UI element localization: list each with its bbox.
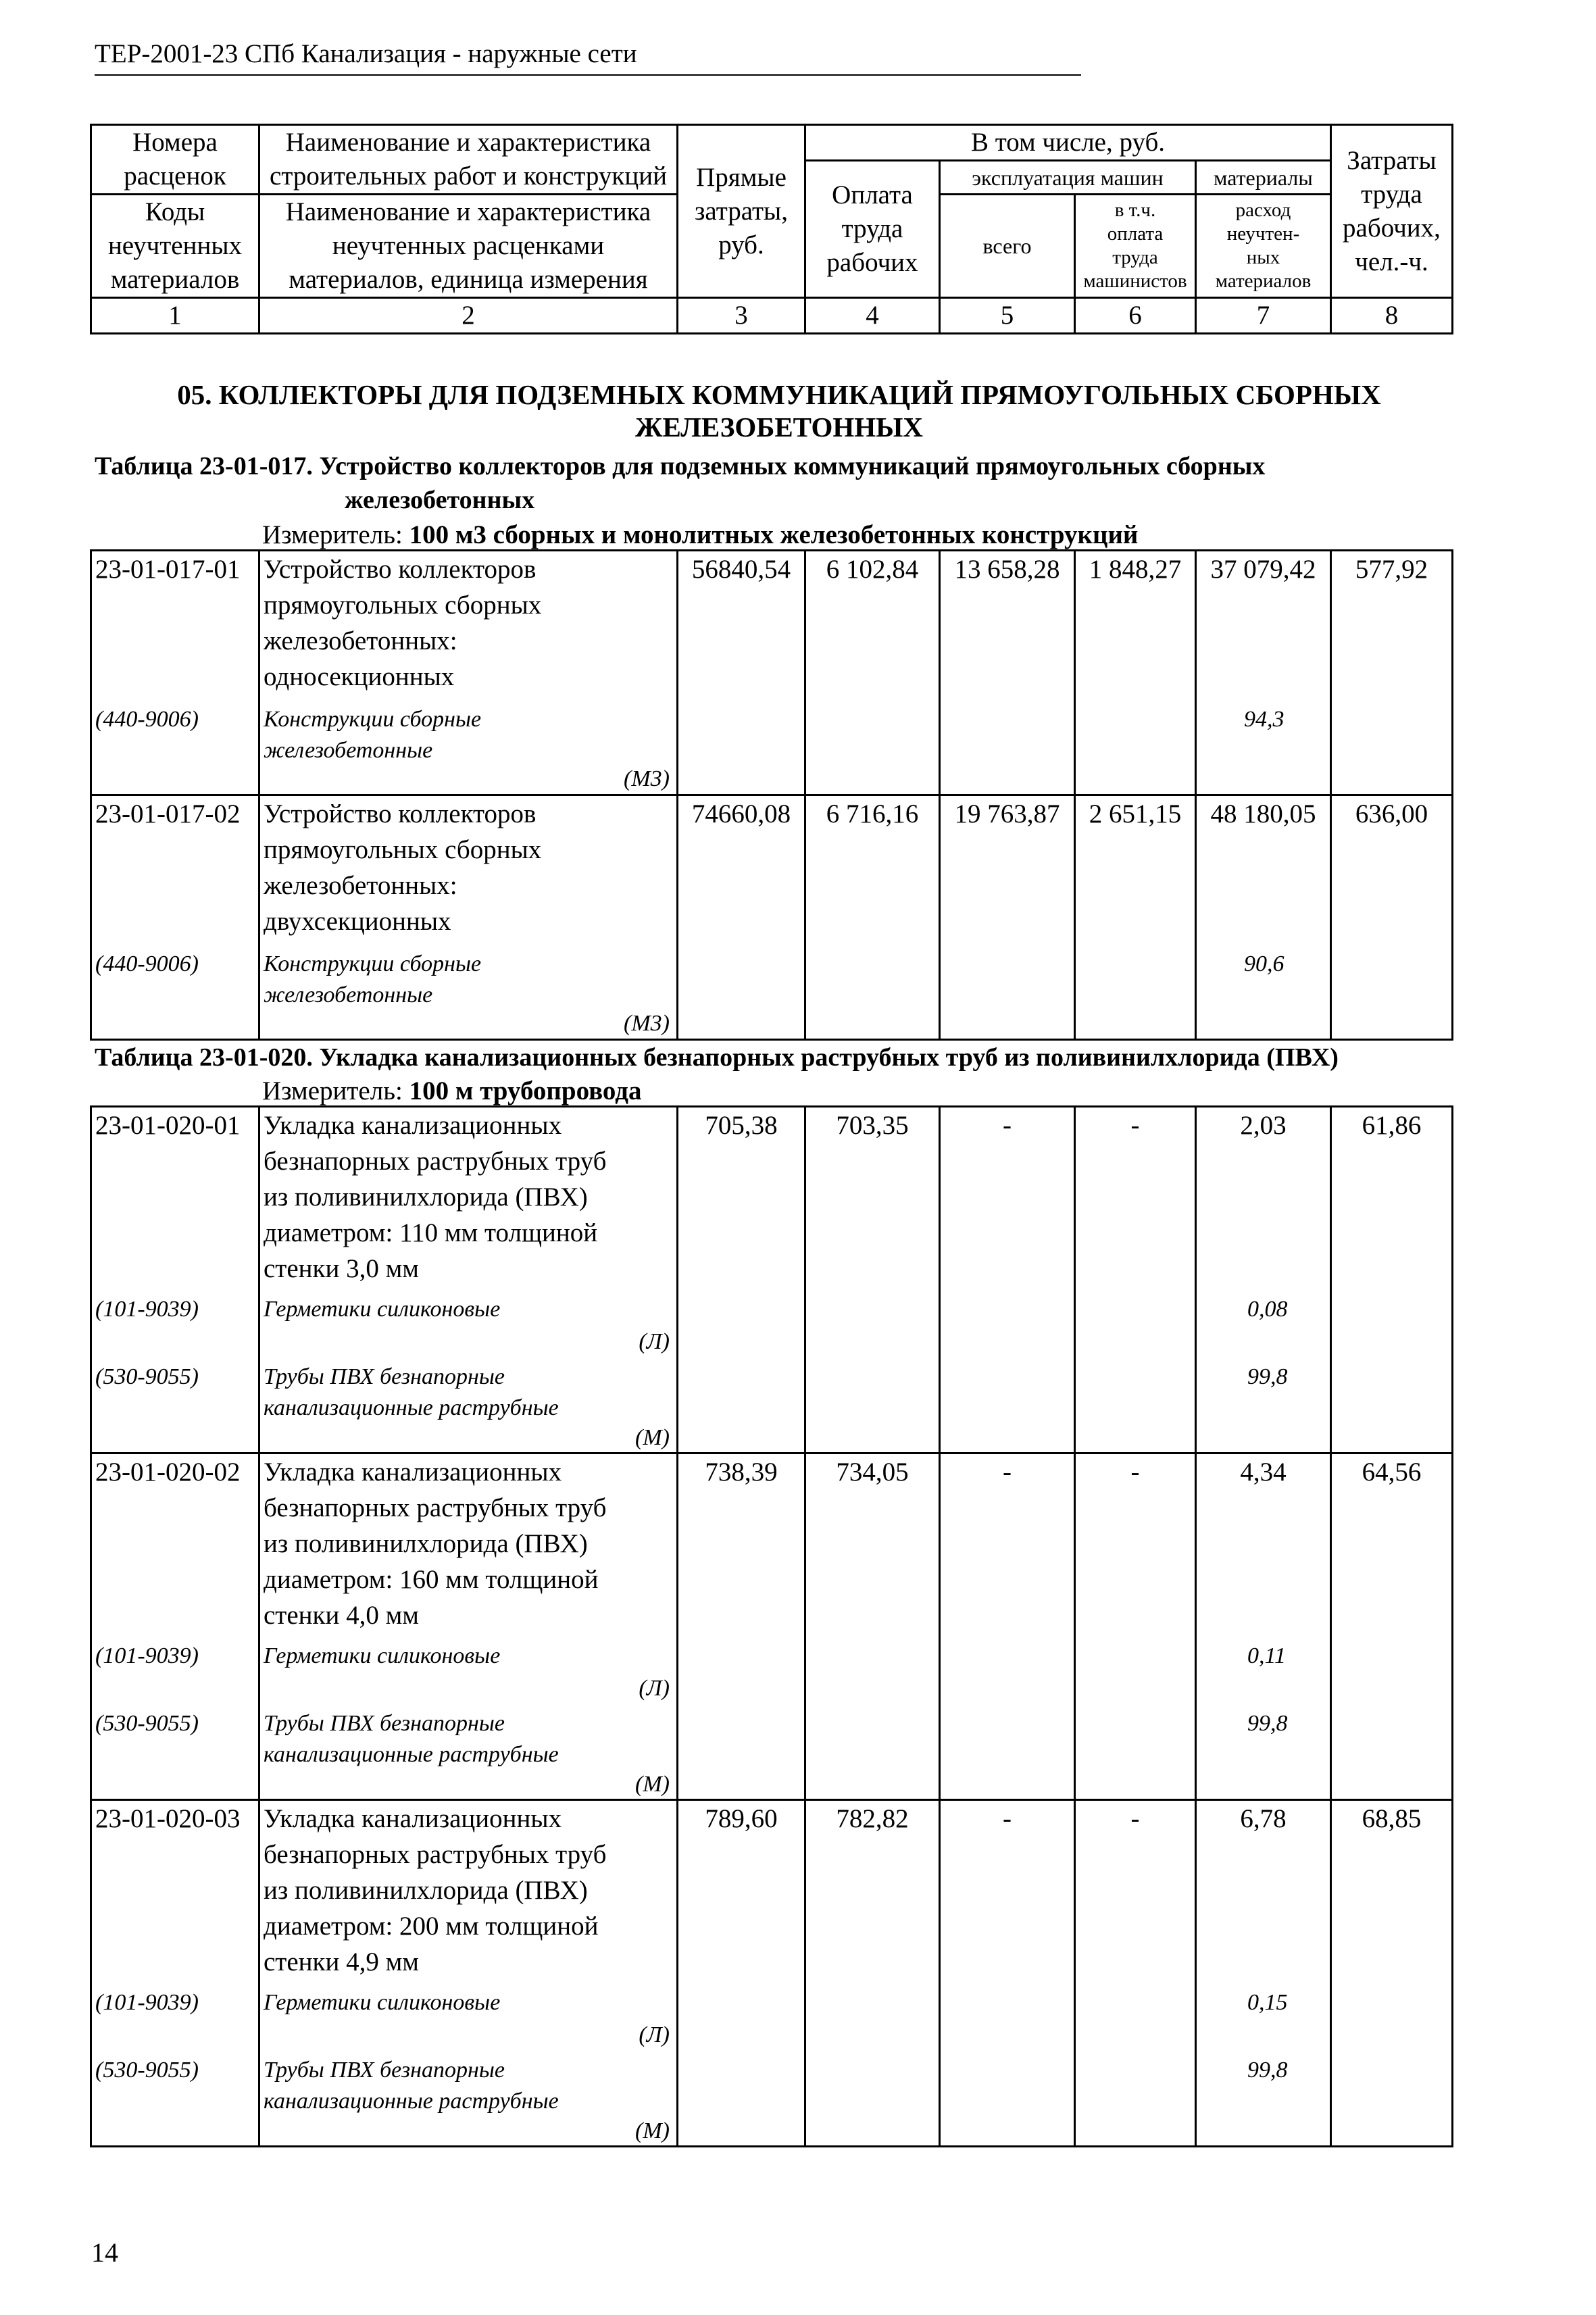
rate-code-cell bbox=[91, 1453, 259, 1800]
machines-total: - bbox=[940, 1107, 1075, 1453]
header-including: В том числе, руб. bbox=[805, 125, 1331, 161]
rate-code: 23-01-020-02 bbox=[95, 1458, 241, 1487]
material-qty: 99,8 bbox=[1247, 2058, 1288, 2083]
header-machines: эксплуатация машин bbox=[940, 161, 1196, 195]
machinist-pay: - bbox=[1075, 1800, 1196, 2147]
materials-cell: 6,78 0,15 99,8 bbox=[1196, 1800, 1331, 2147]
header-machines-total: всего bbox=[940, 195, 1075, 298]
header-unaccounted-materials: расход неучтен- ных материалов bbox=[1196, 195, 1331, 298]
rate-code: 23-01-020-01 bbox=[95, 1111, 241, 1140]
table-title-cont: железобетонных bbox=[345, 486, 535, 514]
material-code: (530-9055) bbox=[95, 1711, 199, 1736]
machinist-pay: - bbox=[1075, 1107, 1196, 1453]
measure-unit: Измеритель: 100 м3 сборных и монолитных железобетонных конструкций bbox=[262, 520, 1139, 549]
header-material-codes: Коды неучтенных материалов bbox=[91, 195, 259, 298]
machinist-pay: 2 651,15 bbox=[1075, 795, 1196, 1040]
machines-total: - bbox=[940, 1453, 1075, 1800]
col-number: 7 bbox=[1196, 298, 1331, 334]
col-number: 1 bbox=[91, 298, 259, 334]
material-qty: 0,08 bbox=[1247, 1297, 1288, 1322]
header-work-name: Наименование и характеристика строительных работ и конструкций bbox=[259, 125, 678, 195]
material-qty: 94,3 bbox=[1244, 707, 1285, 732]
rate-code-cell bbox=[91, 1107, 259, 1453]
col-number: 5 bbox=[940, 298, 1075, 334]
material-qty: 0,11 bbox=[1247, 1643, 1286, 1668]
machines-total: 19 763,87 bbox=[940, 795, 1075, 1040]
table-title: Таблица 23-01-017. Устройство коллекторов для подземных коммуникаций прямоугольных сборных bbox=[95, 452, 1266, 480]
rate-code: 23-01-020-03 bbox=[95, 1804, 241, 1833]
material-qty: 99,8 bbox=[1247, 1364, 1288, 1389]
materials-cell: 48 180,05 90,6 bbox=[1196, 795, 1331, 1040]
labor-hours: 636,00 bbox=[1331, 795, 1453, 1040]
rate-code-cell bbox=[91, 795, 259, 1040]
material-qty: 99,8 bbox=[1247, 1711, 1288, 1736]
page-header: ТЕР-2001-23 СПб Канализация - наружные сети bbox=[95, 34, 1081, 76]
table-row bbox=[91, 1453, 1453, 1800]
material-code: (440-9006) bbox=[95, 707, 199, 732]
col-number: 4 bbox=[805, 298, 940, 334]
col-number: 3 bbox=[678, 298, 805, 334]
table-title: Таблица 23-01-020. Укладка канализационных безнапорных раструбных труб из поливинилхлорида (ПВХ) bbox=[95, 1043, 1339, 1072]
table-row bbox=[91, 795, 1453, 1040]
header-direct-costs: Прямые затраты, руб. bbox=[678, 125, 805, 298]
header-machinist-pay: в т.ч. оплата труда машинистов bbox=[1075, 195, 1196, 298]
materials-cell: 2,03 0,08 99,8 bbox=[1196, 1107, 1331, 1453]
machines-total: - bbox=[940, 1800, 1075, 2147]
worker-pay: 734,05 bbox=[805, 1453, 940, 1800]
rate-code: 23-01-017-02 bbox=[95, 799, 241, 828]
worker-pay: 782,82 bbox=[805, 1800, 940, 2147]
worker-pay: 6 716,16 bbox=[805, 795, 940, 1040]
section-title: 05. КОЛЛЕКТОРЫ ДЛЯ ПОДЗЕМНЫХ КОММУНИКАЦИЙ ПРЯМОУГОЛЬНЫХ СБОРНЫХ ЖЕЛЕЗОБЕТОННЫХ bbox=[177, 379, 1381, 443]
description-cell: Укладка канализационных безнапорных раструбных труб из поливинилхлорида (ПВХ) диаметром: 200 мм толщиной стенки 4,9 мм Герметики силиконовые (Л) Трубы ПВХ безнапорные канализационные раструбные (М) bbox=[259, 1800, 678, 2147]
description-cell: Устройство коллекторов прямоугольных сборных железобетонных: двухсекционных Конструкции сборные железобетонные (М3) bbox=[259, 795, 678, 1040]
col-number: 8 bbox=[1331, 298, 1453, 334]
material-code: (530-9055) bbox=[95, 2058, 199, 2083]
direct-costs: 789,60 bbox=[678, 1800, 805, 2147]
rate-code: 23-01-017-01 bbox=[95, 555, 241, 584]
measure-unit: Измеритель: 100 м трубопровода bbox=[262, 1076, 642, 1105]
direct-costs: 56840,54 bbox=[678, 551, 805, 795]
machines-total: 13 658,28 bbox=[940, 551, 1075, 795]
column-header-table bbox=[90, 124, 1453, 334]
col-number: 6 bbox=[1075, 298, 1196, 334]
description-cell: Укладка канализационных безнапорных раструбных труб из поливинилхлорида (ПВХ) диаметром: 110 мм толщиной стенки 3,0 мм Герметики силиконовые (Л) Трубы ПВХ безнапорные канализационные раструбные (М) bbox=[259, 1107, 678, 1453]
table-row bbox=[91, 1800, 1453, 2147]
header-worker-pay: Оплата труда рабочих bbox=[805, 161, 940, 298]
rates-table-020 bbox=[90, 1105, 1453, 2147]
material-code: (101-9039) bbox=[95, 1643, 199, 1668]
labor-hours: 64,56 bbox=[1331, 1453, 1453, 1800]
header-material-names: Наименование и характеристика неучтенных расценками материалов, единица измерения bbox=[259, 195, 678, 298]
labor-hours: 577,92 bbox=[1331, 551, 1453, 795]
labor-hours: 61,86 bbox=[1331, 1107, 1453, 1453]
col-number: 2 bbox=[259, 298, 678, 334]
rate-code-cell bbox=[91, 1800, 259, 2147]
rate-code-cell bbox=[91, 551, 259, 795]
material-code: (440-9006) bbox=[95, 951, 199, 976]
materials-cell: 37 079,42 94,3 bbox=[1196, 551, 1331, 795]
description-cell: Устройство коллекторов прямоугольных сборных железобетонных: односекционных Конструкции сборные железобетонные (М3) bbox=[259, 551, 678, 795]
material-code: (101-9039) bbox=[95, 1990, 199, 2015]
header-labor-hours: Затраты труда рабочих, чел.-ч. bbox=[1331, 125, 1453, 298]
worker-pay: 703,35 bbox=[805, 1107, 940, 1453]
direct-costs: 705,38 bbox=[678, 1107, 805, 1453]
machinist-pay: - bbox=[1075, 1453, 1196, 1800]
direct-costs: 74660,08 bbox=[678, 795, 805, 1040]
material-code: (101-9039) bbox=[95, 1297, 199, 1322]
direct-costs: 738,39 bbox=[678, 1453, 805, 1800]
material-qty: 0,15 bbox=[1247, 1990, 1288, 2015]
page-number: 14 bbox=[91, 2237, 118, 2268]
labor-hours: 68,85 bbox=[1331, 1800, 1453, 2147]
table-row bbox=[91, 551, 1453, 795]
rates-table-017 bbox=[90, 549, 1453, 1041]
materials-cell: 4,34 0,11 99,8 bbox=[1196, 1453, 1331, 1800]
header-materials: материалы bbox=[1196, 161, 1331, 195]
description-cell: Укладка канализационных безнапорных раструбных труб из поливинилхлорида (ПВХ) диаметром: 160 мм толщиной стенки 4,0 мм Герметики силиконовые (Л) Трубы ПВХ безнапорные канализационные раструбные (М) bbox=[259, 1453, 678, 1800]
material-code: (530-9055) bbox=[95, 1364, 199, 1389]
header-rate-numbers: Номера расценок bbox=[91, 125, 259, 195]
worker-pay: 6 102,84 bbox=[805, 551, 940, 795]
material-qty: 90,6 bbox=[1244, 951, 1285, 976]
machinist-pay: 1 848,27 bbox=[1075, 551, 1196, 795]
table-row bbox=[91, 1107, 1453, 1453]
